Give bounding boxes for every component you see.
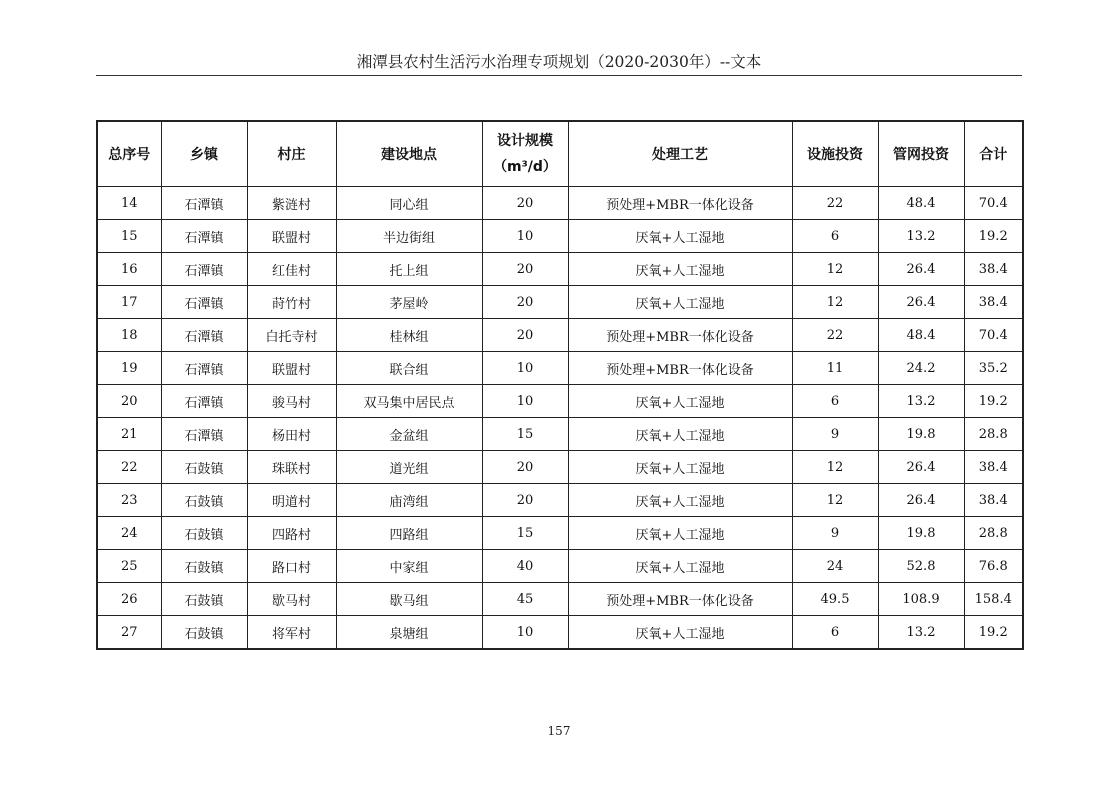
col-header-township: 乡镇 [161, 121, 247, 187]
cell-pipe-invest: 26.4 [878, 484, 964, 517]
cell-village: 珠联村 [247, 451, 336, 484]
table-body [97, 187, 1023, 650]
cell-facility-invest: 11 [792, 352, 878, 385]
cell-township: 石潭镇 [161, 253, 247, 286]
cell-village: 联盟村 [247, 352, 336, 385]
cell-village: 将军村 [247, 616, 336, 650]
cell-site: 庙湾组 [336, 484, 482, 517]
col-header-total: 合计 [964, 121, 1023, 187]
cell-township: 石潭镇 [161, 286, 247, 319]
cell-seq: 14 [97, 187, 161, 220]
cell-total: 70.4 [964, 187, 1023, 220]
cell-facility-invest: 49.5 [792, 583, 878, 616]
cell-township: 石潭镇 [161, 220, 247, 253]
table-row [97, 484, 1023, 517]
table-row [97, 286, 1023, 319]
cell-capacity: 20 [482, 484, 568, 517]
cell-process: 厌氧+人工湿地 [568, 253, 792, 286]
cell-total: 28.8 [964, 517, 1023, 550]
cell-total: 76.8 [964, 550, 1023, 583]
cell-seq: 24 [97, 517, 161, 550]
cell-facility-invest: 6 [792, 220, 878, 253]
table-row [97, 616, 1023, 650]
table-row [97, 319, 1023, 352]
cell-total: 70.4 [964, 319, 1023, 352]
cell-village: 骏马村 [247, 385, 336, 418]
table-row [97, 517, 1023, 550]
cell-pipe-invest: 24.2 [878, 352, 964, 385]
table-row [97, 418, 1023, 451]
cell-capacity: 10 [482, 385, 568, 418]
cell-seq: 22 [97, 451, 161, 484]
sewage-facility-table [96, 120, 1024, 650]
cell-pipe-invest: 108.9 [878, 583, 964, 616]
cell-seq: 21 [97, 418, 161, 451]
cell-township: 石鼓镇 [161, 484, 247, 517]
cell-village: 四路村 [247, 517, 336, 550]
cell-process: 厌氧+人工湿地 [568, 418, 792, 451]
cell-village: 明道村 [247, 484, 336, 517]
cell-total: 19.2 [964, 616, 1023, 650]
col-header-capacity-unit: （m³/d） [493, 159, 557, 175]
cell-village: 路口村 [247, 550, 336, 583]
cell-township: 石鼓镇 [161, 517, 247, 550]
cell-site: 金盆组 [336, 418, 482, 451]
cell-facility-invest: 6 [792, 616, 878, 650]
cell-capacity: 20 [482, 187, 568, 220]
cell-seq: 18 [97, 319, 161, 352]
cell-site: 联合组 [336, 352, 482, 385]
cell-village: 红佳村 [247, 253, 336, 286]
cell-pipe-invest: 52.8 [878, 550, 964, 583]
cell-seq: 19 [97, 352, 161, 385]
cell-pipe-invest: 13.2 [878, 385, 964, 418]
cell-seq: 15 [97, 220, 161, 253]
cell-process: 厌氧+人工湿地 [568, 550, 792, 583]
cell-site: 同心组 [336, 187, 482, 220]
cell-facility-invest: 12 [792, 286, 878, 319]
cell-total: 28.8 [964, 418, 1023, 451]
cell-capacity: 15 [482, 517, 568, 550]
cell-seq: 23 [97, 484, 161, 517]
cell-village: 联盟村 [247, 220, 336, 253]
cell-process: 厌氧+人工湿地 [568, 616, 792, 650]
cell-seq: 27 [97, 616, 161, 650]
cell-facility-invest: 12 [792, 484, 878, 517]
cell-seq: 16 [97, 253, 161, 286]
cell-site: 泉塘组 [336, 616, 482, 650]
cell-facility-invest: 9 [792, 418, 878, 451]
cell-process: 厌氧+人工湿地 [568, 451, 792, 484]
col-header-site: 建设地点 [336, 121, 482, 187]
cell-capacity: 20 [482, 319, 568, 352]
cell-pipe-invest: 19.8 [878, 517, 964, 550]
table-row [97, 385, 1023, 418]
cell-process: 预处理+MBR一体化设备 [568, 319, 792, 352]
cell-facility-invest: 22 [792, 187, 878, 220]
table-row [97, 583, 1023, 616]
cell-pipe-invest: 26.4 [878, 451, 964, 484]
cell-site: 道光组 [336, 451, 482, 484]
cell-capacity: 45 [482, 583, 568, 616]
cell-village: 杨田村 [247, 418, 336, 451]
cell-pipe-invest: 13.2 [878, 220, 964, 253]
cell-pipe-invest: 26.4 [878, 253, 964, 286]
cell-capacity: 40 [482, 550, 568, 583]
table-row [97, 550, 1023, 583]
cell-process: 厌氧+人工湿地 [568, 286, 792, 319]
cell-process: 厌氧+人工湿地 [568, 385, 792, 418]
cell-process: 预处理+MBR一体化设备 [568, 583, 792, 616]
header-divider [96, 75, 1022, 76]
cell-process: 厌氧+人工湿地 [568, 484, 792, 517]
cell-total: 38.4 [964, 253, 1023, 286]
cell-seq: 26 [97, 583, 161, 616]
cell-facility-invest: 6 [792, 385, 878, 418]
cell-township: 石潭镇 [161, 352, 247, 385]
cell-facility-invest: 24 [792, 550, 878, 583]
cell-village: 紫涟村 [247, 187, 336, 220]
cell-village: 白托寺村 [247, 319, 336, 352]
cell-capacity: 15 [482, 418, 568, 451]
cell-township: 石潭镇 [161, 418, 247, 451]
cell-process: 预处理+MBR一体化设备 [568, 187, 792, 220]
cell-site: 四路组 [336, 517, 482, 550]
cell-pipe-invest: 48.4 [878, 319, 964, 352]
table-header-row [97, 121, 1023, 187]
col-header-pipe-invest: 管网投资 [878, 121, 964, 187]
cell-process: 厌氧+人工湿地 [568, 220, 792, 253]
cell-capacity: 10 [482, 352, 568, 385]
cell-site: 半边街组 [336, 220, 482, 253]
cell-process: 厌氧+人工湿地 [568, 517, 792, 550]
cell-total: 35.2 [964, 352, 1023, 385]
col-header-facility-invest: 设施投资 [792, 121, 878, 187]
cell-pipe-invest: 19.8 [878, 418, 964, 451]
col-header-seq: 总序号 [97, 121, 161, 187]
cell-township: 石潭镇 [161, 187, 247, 220]
cell-total: 38.4 [964, 451, 1023, 484]
cell-township: 石鼓镇 [161, 583, 247, 616]
cell-seq: 17 [97, 286, 161, 319]
cell-site: 托上组 [336, 253, 482, 286]
col-header-village: 村庄 [247, 121, 336, 187]
cell-site: 茅屋岭 [336, 286, 482, 319]
cell-capacity: 20 [482, 286, 568, 319]
table-row [97, 220, 1023, 253]
cell-capacity: 10 [482, 220, 568, 253]
cell-site: 桂林组 [336, 319, 482, 352]
cell-township: 石潭镇 [161, 319, 247, 352]
table-row [97, 253, 1023, 286]
cell-total: 19.2 [964, 220, 1023, 253]
cell-township: 石潭镇 [161, 385, 247, 418]
cell-township: 石鼓镇 [161, 451, 247, 484]
cell-site: 歇马组 [336, 583, 482, 616]
cell-process: 预处理+MBR一体化设备 [568, 352, 792, 385]
cell-capacity: 20 [482, 451, 568, 484]
cell-village: 歇马村 [247, 583, 336, 616]
cell-seq: 20 [97, 385, 161, 418]
cell-total: 38.4 [964, 286, 1023, 319]
cell-township: 石鼓镇 [161, 550, 247, 583]
cell-village: 莳竹村 [247, 286, 336, 319]
table-row [97, 352, 1023, 385]
cell-pipe-invest: 26.4 [878, 286, 964, 319]
cell-pipe-invest: 48.4 [878, 187, 964, 220]
cell-total: 19.2 [964, 385, 1023, 418]
cell-facility-invest: 12 [792, 253, 878, 286]
cell-capacity: 20 [482, 253, 568, 286]
col-header-capacity [482, 121, 568, 187]
table-row [97, 451, 1023, 484]
cell-facility-invest: 9 [792, 517, 878, 550]
page-number: 157 [547, 724, 571, 738]
cell-total: 158.4 [964, 583, 1023, 616]
cell-township: 石鼓镇 [161, 616, 247, 650]
cell-site: 双马集中居民点 [336, 385, 482, 418]
col-header-process: 处理工艺 [568, 121, 792, 187]
col-header-capacity-label: 设计规模 [497, 133, 553, 149]
cell-facility-invest: 12 [792, 451, 878, 484]
cell-seq: 25 [97, 550, 161, 583]
table-row [97, 187, 1023, 220]
cell-pipe-invest: 13.2 [878, 616, 964, 650]
cell-capacity: 10 [482, 616, 568, 650]
cell-site: 中家组 [336, 550, 482, 583]
document-header-title: 湘潭县农村生活污水治理专项规划（2020-2030年）--文本 [356, 53, 762, 71]
cell-total: 38.4 [964, 484, 1023, 517]
cell-facility-invest: 22 [792, 319, 878, 352]
